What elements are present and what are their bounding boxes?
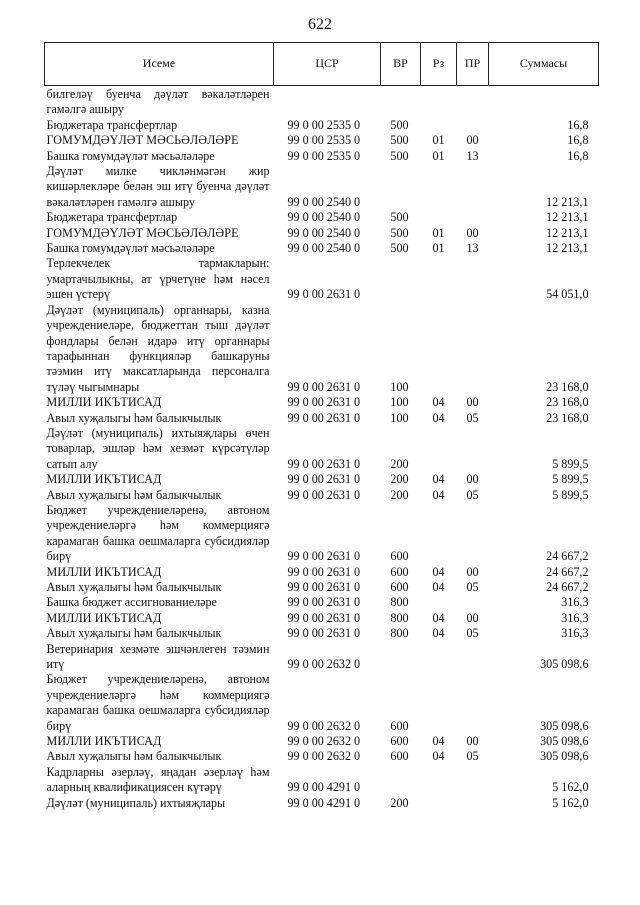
cell-pr (457, 765, 489, 796)
cell-vr: 100 (390, 410, 409, 425)
cell-rz (421, 426, 457, 472)
cell-rz: 04 (432, 487, 445, 502)
table-row (45, 503, 599, 565)
cell-rz (421, 765, 457, 796)
cell-name: Башка бюджет ассигнованиеләре (46, 595, 217, 610)
cell-pr (457, 503, 489, 565)
table-row (45, 118, 599, 133)
cell-pr: 00 (466, 472, 479, 487)
cell-vr (381, 256, 421, 302)
cell-sum: 305 098,6 (540, 734, 589, 749)
cell-csr: 99 0 00 2631 0 (287, 410, 361, 425)
cell-vr: 100 (390, 379, 409, 394)
cell-name: ГОМУМДӘҮЛӘТ МӘСЬӘЛӘЛӘРЕ (46, 133, 239, 148)
cell-rz: 01 (432, 148, 445, 163)
cell-sum: 24 667,2 (546, 549, 589, 564)
cell-pr: 13 (466, 148, 479, 163)
cell-csr: 99 0 00 2631 0 (287, 287, 361, 302)
cell-pr (457, 118, 489, 133)
cell-csr: 99 0 00 2631 0 (287, 487, 361, 502)
table-row (45, 426, 599, 472)
cell-pr: 00 (466, 610, 479, 625)
cell-name: Башка гомумдәүләт мәсьәләләре (46, 241, 215, 256)
cell-pr: 00 (466, 133, 479, 148)
table-row (45, 626, 599, 641)
cell-rz (421, 796, 457, 811)
cell-vr (381, 86, 421, 118)
table-row (45, 565, 599, 580)
cell-sum: 305 098,6 (540, 718, 589, 733)
cell-name: Бюджетара трансфертлар (46, 210, 178, 225)
cell-sum: 316,3 (561, 610, 589, 625)
table-row (45, 395, 599, 410)
cell-name: Терлекчелек тармакларын: умартачылыкны, ат үрчетүне һәм нәсел эшен үстерү (46, 256, 270, 302)
table-row (45, 765, 599, 796)
cell-name: МИЛЛИ ИКЪТИСАД (46, 734, 162, 749)
cell-vr: 200 (390, 487, 409, 502)
cell-sum: 12 213,1 (546, 194, 589, 209)
cell-rz: 04 (432, 626, 445, 641)
cell-csr: 99 0 00 2631 0 (287, 549, 361, 564)
cell-name: Бюджет учреждениеләренә, автоном учреждениеләргә һәм коммерциягә карамаган башка оешмаларга субсидияләр бирү (46, 672, 270, 733)
cell-pr (457, 86, 489, 118)
cell-csr: 99 0 00 2540 0 (287, 210, 361, 225)
table-body (45, 86, 599, 812)
cell-sum: 23 168,0 (546, 410, 589, 425)
cell-vr: 500 (390, 225, 409, 240)
cell-name: Бюджет учреждениеләренә, автоном учреждениеләргә һәм коммерциягә карамаган башка оешмаларга субсидияләр бирү (46, 502, 270, 564)
cell-name: Дәүләт (муниципаль) ихтыяҗлары өчен товарлар, эшләр һәм хезмәт күрсәтүләр сатып алу (46, 425, 270, 471)
cell-name: МИЛЛИ ИКЪТИСАД (46, 564, 162, 579)
cell-sum: 5 899,5 (552, 472, 589, 487)
cell-pr: 05 (466, 626, 479, 641)
cell-name: ГОМУМДӘҮЛӘТ МӘСЬӘЛӘЛӘРЕ (46, 225, 239, 240)
cell-sum: 23 168,0 (546, 395, 589, 410)
cell-sum: 12 213,1 (546, 225, 589, 240)
table-header (45, 43, 599, 86)
cell-pr: 00 (466, 225, 479, 240)
cell-name: Авыл хуҗалыгы һәм балыкчылык (46, 580, 222, 594)
cell-csr: 99 0 00 2535 0 (287, 133, 361, 148)
cell-rz (421, 164, 457, 210)
cell-pr (457, 672, 489, 734)
header-name: Исеме (45, 43, 274, 86)
cell-csr: 99 0 00 2631 0 (287, 610, 361, 625)
cell-rz (421, 210, 457, 225)
cell-name: Авыл хуҗалыгы һәм балыкчылык (46, 487, 222, 502)
cell-sum: 5 162,0 (552, 780, 589, 795)
cell-csr: 99 0 00 2632 0 (287, 749, 361, 764)
cell-rz (421, 642, 457, 673)
header-pr: ПР (457, 43, 489, 86)
cell-vr: 500 (390, 133, 409, 148)
cell-rz: 01 (432, 133, 445, 148)
cell-csr: 99 0 00 4291 0 (287, 780, 361, 795)
cell-name: Авыл хуҗалыгы һәм балыкчылык (46, 410, 222, 425)
cell-rz: 04 (432, 749, 445, 764)
cell-name: МИЛЛИ ИКЪТИСАД (46, 395, 162, 410)
cell-csr: 99 0 00 2631 0 (287, 580, 361, 594)
cell-csr: 99 0 00 2535 0 (287, 117, 361, 132)
cell-vr: 100 (390, 395, 409, 410)
cell-pr (457, 303, 489, 395)
cell-rz: 04 (432, 580, 445, 594)
header-rz: Рз (421, 43, 457, 86)
cell-pr (457, 164, 489, 210)
cell-vr: 500 (390, 117, 409, 132)
cell-vr: 500 (390, 241, 409, 256)
cell-vr: 600 (390, 734, 409, 749)
cell-vr: 600 (390, 749, 409, 764)
cell-vr: 200 (390, 456, 409, 471)
cell-sum: 16,8 (567, 148, 589, 163)
cell-vr: 800 (390, 595, 409, 610)
cell-sum (489, 86, 599, 118)
cell-csr: 99 0 00 2632 0 (287, 718, 361, 733)
cell-rz (421, 672, 457, 734)
cell-sum: 5 899,5 (552, 456, 589, 471)
cell-name: МИЛЛИ ИКЪТИСАД (46, 610, 162, 625)
cell-name: Дәүләт (муниципаль) ихтыяҗлары (46, 795, 226, 810)
cell-vr: 600 (390, 549, 409, 564)
table-row (45, 734, 599, 749)
table-row (45, 642, 599, 673)
cell-csr: 99 0 00 2631 0 (287, 626, 361, 641)
cell-pr: 05 (466, 749, 479, 764)
cell-vr (381, 164, 421, 210)
table-row (45, 595, 599, 610)
cell-name: МИЛЛИ ИКЪТИСАД (46, 472, 162, 487)
cell-pr: 00 (466, 564, 479, 579)
cell-sum: 5 162,0 (552, 795, 589, 810)
cell-sum: 24 667,2 (546, 564, 589, 579)
cell-rz (421, 86, 457, 118)
cell-csr: 99 0 00 2631 0 (287, 472, 361, 487)
cell-sum: 54 051,0 (546, 287, 589, 302)
cell-vr: 600 (390, 580, 409, 594)
cell-pr (457, 595, 489, 610)
table-row (45, 226, 599, 241)
cell-sum: 305 098,6 (540, 749, 589, 764)
table-row (45, 672, 599, 734)
cell-name: Ветеринария хезмәте эшчәнлеген тәэмин итү (46, 641, 270, 672)
cell-name: Бюджетара трансфертлар (46, 117, 178, 132)
cell-sum: 305 098,6 (540, 657, 589, 672)
cell-vr: 500 (390, 148, 409, 163)
cell-pr (457, 426, 489, 472)
cell-vr: 600 (390, 564, 409, 579)
cell-csr: 99 0 00 2540 0 (287, 225, 361, 240)
cell-rz: 04 (432, 610, 445, 625)
cell-pr (457, 796, 489, 811)
table-row (45, 749, 599, 764)
cell-rz: 01 (432, 241, 445, 256)
table-row (45, 303, 599, 395)
cell-sum: 12 213,1 (546, 210, 589, 225)
cell-rz (421, 503, 457, 565)
cell-csr: 99 0 00 2535 0 (287, 148, 361, 163)
budget-table (44, 42, 599, 811)
table-row (45, 411, 599, 426)
table-row (45, 133, 599, 148)
cell-sum: 5 899,5 (552, 487, 589, 502)
table-row (45, 488, 599, 503)
cell-rz: 01 (432, 225, 445, 240)
header-sum: Суммасы (489, 43, 599, 86)
header-csr: ЦСР (274, 43, 381, 86)
cell-csr: 99 0 00 2540 0 (287, 194, 361, 209)
cell-vr: 800 (390, 626, 409, 641)
cell-rz: 04 (432, 734, 445, 749)
cell-name: Дәүләт милке чикләнмәгән жир кишәрлекләре белән эш итү буенча дәүләт вәкаләтләрен гамәлгә ашыру (46, 164, 270, 209)
cell-sum: 16,8 (567, 117, 589, 132)
cell-vr: 600 (390, 718, 409, 733)
cell-rz (421, 256, 457, 302)
cell-rz (421, 595, 457, 610)
cell-sum: 24 667,2 (546, 580, 589, 594)
table-row (45, 472, 599, 487)
cell-pr (457, 210, 489, 225)
cell-pr: 13 (466, 241, 479, 256)
cell-csr: 99 0 00 2631 0 (287, 456, 361, 471)
cell-csr (274, 86, 381, 118)
cell-pr: 05 (466, 580, 479, 594)
table-row (45, 796, 599, 811)
table-row (45, 164, 599, 210)
cell-vr: 500 (390, 210, 409, 225)
cell-vr (381, 642, 421, 673)
cell-sum: 16,8 (567, 133, 589, 148)
header-vr: ВР (381, 43, 421, 86)
cell-sum: 23 168,0 (546, 379, 589, 394)
cell-pr: 05 (466, 487, 479, 502)
cell-sum: 12 213,1 (546, 241, 589, 256)
cell-csr: 99 0 00 2631 0 (287, 564, 361, 579)
cell-rz: 04 (432, 395, 445, 410)
cell-name: Авыл хуҗалыгы һәм балыкчылык (46, 749, 222, 764)
cell-csr: 99 0 00 2631 0 (287, 395, 361, 410)
cell-name: билгеләү буенча дәүләт вәкаләтләрен гамәлгә ашыру (46, 87, 270, 117)
cell-rz (421, 303, 457, 395)
cell-pr (457, 642, 489, 673)
table-row (45, 611, 599, 626)
table-row (45, 256, 599, 302)
cell-csr: 99 0 00 2632 0 (287, 734, 361, 749)
cell-pr: 00 (466, 395, 479, 410)
cell-sum: 316,3 (561, 626, 589, 641)
cell-name: Авыл хуҗалыгы һәм балыкчылык (46, 626, 222, 641)
cell-pr: 00 (466, 734, 479, 749)
table-row (45, 241, 599, 256)
cell-name: Дәүләт (муниципаль) органнары, казна учреждениеләре, бюджеттан тыш дәүләт фондлары белән идарә итү органнары тарафыннан функцияләр башкаруны тәэмин итү максатларында персоналга түләү чыгымнары (46, 302, 270, 394)
cell-csr: 99 0 00 2631 0 (287, 595, 361, 610)
cell-rz: 04 (432, 564, 445, 579)
cell-csr: 99 0 00 2632 0 (287, 657, 361, 672)
cell-csr: 99 0 00 2540 0 (287, 241, 361, 256)
table-row (45, 149, 599, 164)
cell-csr: 99 0 00 4291 0 (287, 795, 361, 810)
table-row (45, 86, 599, 118)
cell-pr (457, 256, 489, 302)
cell-name: Кадрларны әзерләү, яңадан әзерләү һәм аларның квалификациясен күтәрү (46, 764, 270, 795)
cell-vr: 800 (390, 610, 409, 625)
cell-vr: 200 (390, 795, 409, 810)
table-row (45, 580, 599, 595)
cell-vr: 200 (390, 472, 409, 487)
cell-rz (421, 118, 457, 133)
cell-pr: 05 (466, 410, 479, 425)
page-number: 622 (308, 16, 332, 33)
cell-rz: 04 (432, 472, 445, 487)
cell-name: Башка гомумдәүләт мәсьәләләре (46, 148, 215, 163)
cell-sum: 316,3 (561, 595, 589, 610)
cell-vr (381, 765, 421, 796)
cell-csr: 99 0 00 2631 0 (287, 379, 361, 394)
table-row (45, 210, 599, 225)
cell-rz: 04 (432, 410, 445, 425)
